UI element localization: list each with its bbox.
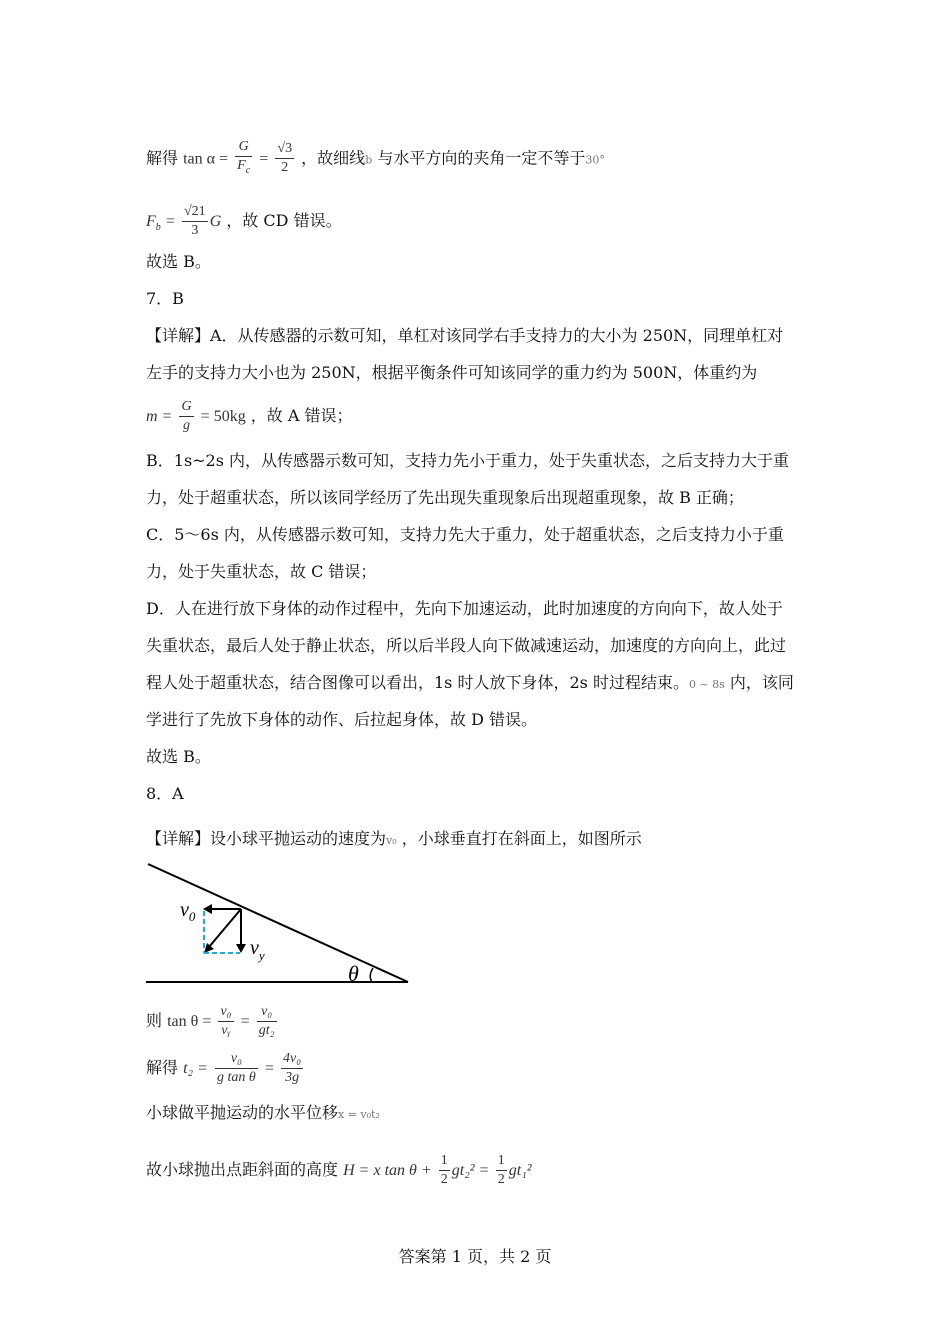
- incline-line: [148, 864, 408, 982]
- fraction-v0-over-gt2: $\frac{\text{v₀}}{\text{gt₂}}$: [258, 1004, 275, 1038]
- angle-arc: [370, 968, 373, 982]
- question-8-answer: 8．A: [146, 784, 184, 803]
- text-angle: 与水平方向的夹角一定不等于: [377, 148, 586, 168]
- explain-7-b2: 力，处于超重状态，所以该同学经历了先出现失重现象后出现超重现象，故 B 正确；: [146, 488, 744, 507]
- fraction-v0-over-gtan: $\frac{\text{v₀}}{\text{g tan θ}}$: [217, 1051, 256, 1085]
- fraction-4v0-over-3g: $\frac{\text{4v₀}}{3g}$: [283, 1051, 302, 1085]
- line-t2: 解得 t₂ = $\frac{\text{v₀}}{\text{g tan θ}}$ = $\frac{\text{4v₀}}{3g}$: [146, 1051, 302, 1085]
- tiny-angle-value: 30°: [585, 153, 605, 167]
- line-tan-theta: 则 tan θ = $\frac{\text{v₀}}{\text{vᵧ}}$ = $\frac{\text{v₀}}{\text{gt₂}}$: [146, 1004, 275, 1038]
- resultant-arrow: [209, 909, 241, 947]
- explain-7-d2: 失重状态，最后人处于静止状态，所以后半段人向下做减速运动，加速度的方向向上，此过: [146, 636, 787, 655]
- text-conclusion: ，故细线: [301, 148, 366, 168]
- fraction-sqrt21-over-3: $\frac{√21}{3}$: [184, 204, 206, 238]
- line-mass: m = $\frac{G}{g}$ = 50kg ，故 A 错误；: [146, 399, 353, 433]
- resultant-arrowhead: [204, 943, 214, 953]
- vy-label: $v_y$: [250, 937, 265, 963]
- v0-label: $v_0$: [180, 899, 196, 924]
- line-choose-b-1: 故选 B。: [146, 252, 211, 271]
- explain-7-b1: B．1s~2s 内，从传感器示数可知，支持力先小于重力，处于失重状态，之后支持力大于重: [146, 451, 790, 470]
- page-footer: 答案第 1 页，共 2 页: [398, 1247, 552, 1266]
- math-equals: =: [259, 150, 269, 168]
- line-tan-alpha: [146, 138, 605, 180]
- explain-7-a2: 左手的支持力大小也为 250N，根据平衡条件可知该同学的重力约为 500N，体重约为: [146, 363, 758, 382]
- line-fb: $F_b$ = $\frac{√21}{3}$ G ，故 CD 错误。: [146, 204, 342, 238]
- explain-7-d3: 程人处于超重状态，结合图像可以看出，1s 时人放下身体，2s 时过程结束。0 ~ 8s 内，该同: [146, 673, 794, 692]
- text-jiede: 解得: [146, 148, 179, 168]
- vy-arrowhead: [236, 944, 246, 953]
- question-7-answer: 7．B: [146, 289, 184, 308]
- explain-7-c1: C．5～6s 内，从传感器示数可知，支持力先大于重力，处于超重状态，之后支持力小于重: [146, 525, 784, 544]
- math-tan-alpha: tan α =: [183, 150, 229, 168]
- fraction-sqrt3-over-2: $\frac{√3}{2}$: [277, 141, 293, 176]
- explain-7-d1: D．人在进行放下身体的动作过程中，先向下加速运动，此时加速度的方向向下，故人处于: [146, 599, 783, 618]
- theta-label: θ: [348, 961, 359, 986]
- explain-7-a1: 【详解】A．从传感器的示数可知，单杠对该同学右手支持力的大小为 250N，同理单杠对: [146, 326, 784, 345]
- line-choose-b-2: 故选 B。: [146, 747, 211, 766]
- explain-8-intro: 【详解】设小球平抛运动的速度为v₀ ，小球垂直打在斜面上，如图所示: [146, 829, 642, 848]
- fraction-v0-over-vy: $\frac{\text{v₀}}{\text{vᵧ}}$: [220, 1004, 232, 1038]
- fraction-g-over-g: $\frac{G}{g}$: [181, 399, 192, 433]
- line-height-h: 故小球抛出点距斜面的高度 H = x tan θ + $\frac{1}{2}$ gt₂² = $\frac{1}{2}$ gt₁²: [146, 1153, 532, 1187]
- incline-diagram: [140, 858, 420, 998]
- tiny-var-b: b: [365, 153, 373, 167]
- explain-7-d4: 学进行了先放下身体的动作、后拉起身体，故 D 错误。: [146, 710, 538, 729]
- explain-7-c2: 力，处于失重状态，故 C 错误；: [146, 562, 377, 581]
- fraction-g-over-fc: $\frac{G}{F_c}$: [237, 139, 251, 176]
- line-horizontal-displacement: 小球做平抛运动的水平位移x = v₀t₂: [146, 1103, 380, 1122]
